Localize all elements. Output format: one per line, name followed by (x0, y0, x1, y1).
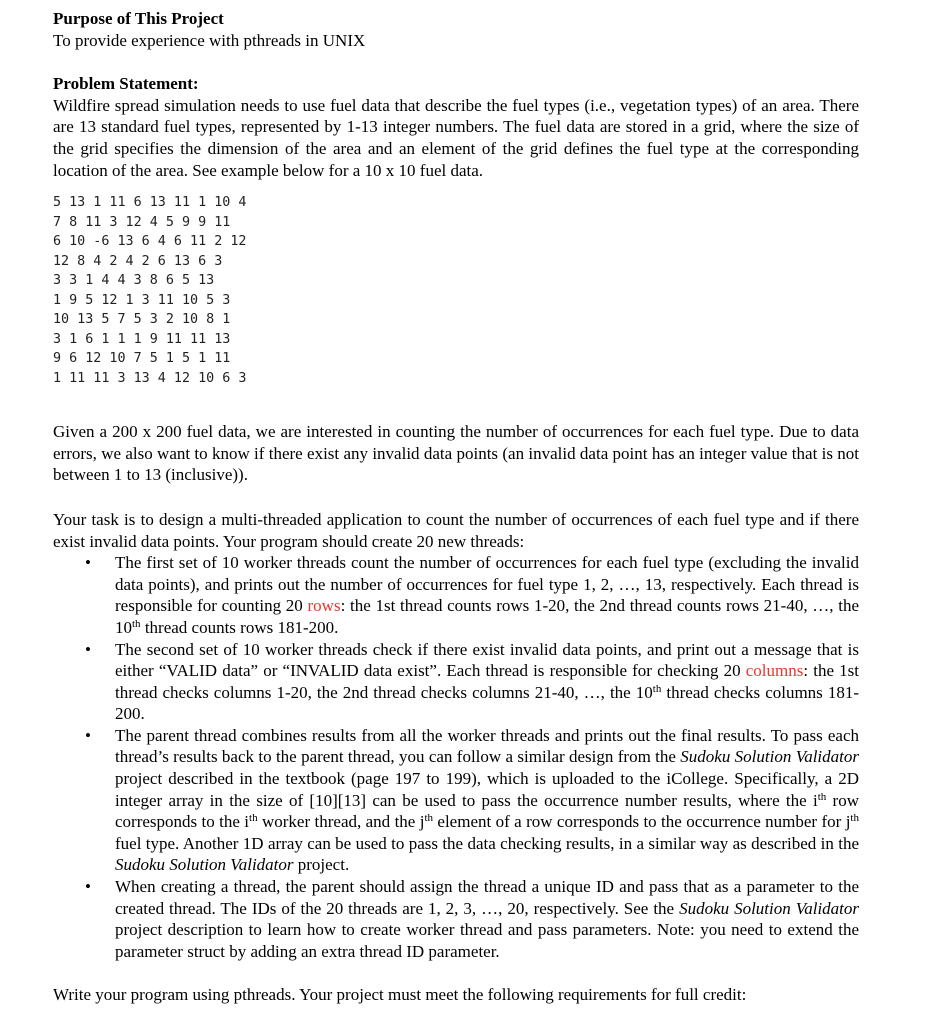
problem-heading: Problem Statement: (53, 74, 199, 94)
list-item (53, 639, 859, 725)
requirements-list (53, 552, 859, 962)
list-item (53, 725, 859, 876)
superscript: th (424, 812, 434, 825)
bullet-text: thread counts rows 181-200. (140, 617, 339, 637)
bullet-text: The first set of 10 worker threads count the number of occurrences for each fuel type (excluding the invalid data points), and prints out the number of occurrences for fuel type 1, 2, …, 13, respectively. Each thread is responsible for counting 20 (115, 553, 859, 616)
grid-row: 10 13 5 7 5 3 2 10 8 1 (53, 312, 231, 328)
bullet-text: : the 1st thread counts rows 1-20, the 2nd thread counts rows 21-40, …, the 10 (115, 596, 859, 637)
purpose-text: To provide experience with pthreads in UNIX (53, 30, 366, 50)
superscript: th (652, 682, 662, 695)
grid-row: 7 8 11 3 12 4 5 9 9 11 (53, 214, 231, 230)
bullet-text: element of a row corresponds to the occurrence number for j (433, 812, 851, 832)
bullet-text: project. (293, 855, 350, 875)
superscript: th (249, 812, 258, 825)
list-item (53, 876, 859, 962)
superscript: th (850, 812, 859, 825)
superscript: th (132, 617, 141, 630)
bullet-text: The second set of 10 worker threads check if there exist invalid data points, and print out a message that is either “VALID data” or “INVALID data exist”. Each thread is responsible for checking 20 (115, 639, 859, 681)
grid-row: 5 13 1 11 6 13 11 1 10 4 (53, 195, 247, 211)
grid-row: 9 6 12 10 7 5 1 5 1 11 (53, 351, 231, 367)
grid-row: 1 9 5 12 1 3 11 10 5 3 (53, 292, 231, 308)
bullet-text: The parent thread combines results from all the worker threads and prints out the final results. To pass each thread’s results back to the parent thread, you can follow a similar design from the (115, 725, 859, 767)
grid-row: 1 11 11 3 13 4 12 10 6 3 (53, 370, 247, 386)
grid-row: 3 3 1 4 4 3 8 6 5 13 (53, 273, 215, 289)
bullet-text: : the 1st thread checks columns 1-20, the 2nd thread checks columns 21-40, …, the 10 (115, 661, 859, 702)
bullet-text: thread checks columns 181-200. (115, 682, 860, 724)
grid-row: 12 8 4 2 4 2 6 13 6 3 (53, 253, 223, 269)
bullet-icon: • (85, 877, 91, 897)
list-item (53, 552, 859, 638)
bullet-text: worker thread, and the j (257, 812, 425, 832)
bullet-icon: • (85, 639, 91, 659)
bullet-text: row corresponds to the i (115, 790, 859, 832)
given-paragraph: Given a 200 x 200 fuel data, we are interested in counting the number of occurrences for each fuel type. Due to data errors, we also want to know if there exist any invalid data points (an invalid data point has an integer value that is not between 1 to 13 (inclusive)). (53, 422, 859, 485)
italic-title: Sudoku Solution Validator (115, 855, 294, 875)
highlight-columns: columns (745, 661, 804, 681)
purpose-heading: Purpose of This Project (53, 9, 224, 28)
grid-row: 6 10 -6 13 6 4 6 11 2 12 (53, 234, 247, 250)
bullet-icon: • (85, 553, 91, 573)
italic-title: Sudoku Solution Validator (679, 898, 860, 918)
italic-title: Sudoku Solution Validator (680, 747, 859, 767)
bullet-text: When creating a thread, the parent should assign the thread a unique ID and pass that as a parameter to the created thread. The IDs of the 20 threads are 1, 2, 3, …, 20, respectively. See the (115, 877, 859, 918)
final-line: Write your program using pthreads. Your project must meet the following requirements for full credit: (53, 985, 747, 1005)
bullet-icon: • (85, 725, 91, 745)
highlight-rows: rows (307, 596, 341, 616)
bullet-text: project description to learn how to create worker thread and pass parameters. Note: you need to extend the parameter struct by adding an extra thread ID parameter. (115, 920, 859, 961)
superscript: th (817, 790, 827, 803)
problem-text: Wildfire spread simulation needs to use fuel data that describe the fuel types (i.e., vegetation types) of an area. There are 13 standard fuel types, represented by 1-13 integer numbers. The fuel data are stored in a grid, where the size of the grid specifies the dimension of the area and an element of the grid defines the fuel type at the corresponding location of the area. See example below for a 10 x 10 fuel data. (53, 95, 859, 180)
fuel-data-grid (53, 193, 859, 388)
grid-row: 3 1 6 1 1 1 9 11 11 13 (53, 331, 231, 347)
bullet-text: project described in the textbook (page 197 to 199), which is uploaded to the iCollege. Specifically, a 2D integer array in the size of [10][13] can be used to pass the occurrence number results, where the i (115, 769, 859, 810)
task-paragraph: Your task is to design a multi-threaded application to count the number of occurrences of each fuel type and if there exist invalid data points. Your program should create 20 new threads: (53, 509, 859, 551)
bullet-text: fuel type. Another 1D array can be used to pass the data checking results, in a similar way as described in the (115, 833, 859, 853)
